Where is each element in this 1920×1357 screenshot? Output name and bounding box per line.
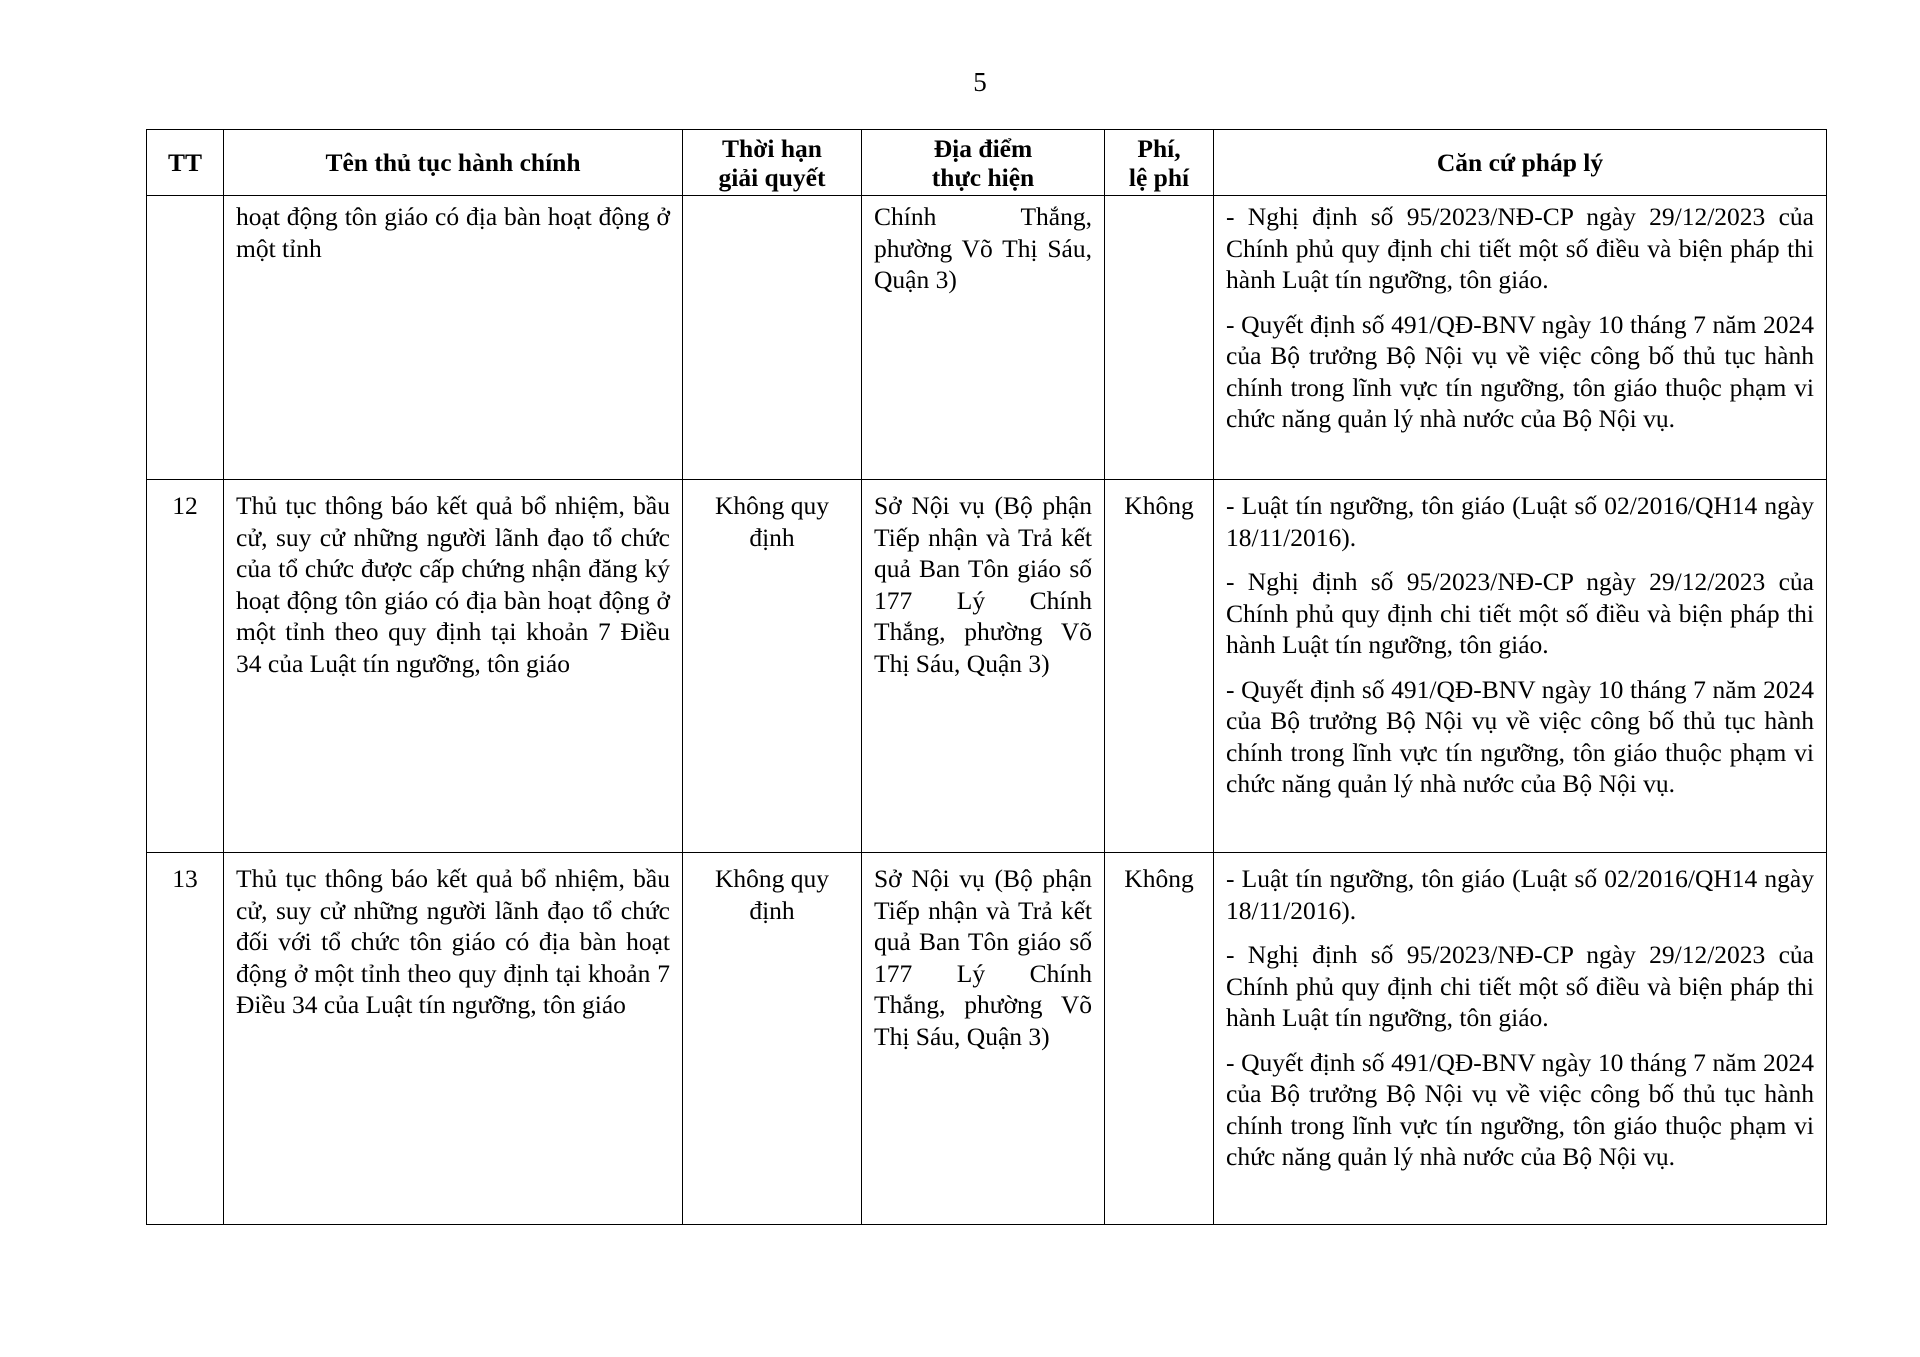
legal-item: - Quyết định số 491/QĐ-BNV ngày 10 tháng 7 năm 2024 của Bộ trưởng Bộ Nội vụ về việc công bố thủ tục hành chính trong lĩnh vực tín ngưỡng, tôn giáo thuộc phạm vi chức năng quản lý nhà nước của Bộ Nội vụ. xyxy=(1226,309,1814,433)
legal-item: - Luật tín ngưỡng, tôn giáo (Luật số 02/2016/QH14 ngày 18/11/2016). xyxy=(1226,864,1814,925)
cell-tt: 12 xyxy=(147,480,224,853)
cell-location: Chính Thắng, phường Võ Thị Sáu, Quận 3) xyxy=(862,196,1105,480)
table-row xyxy=(147,480,1827,853)
cell-fee: Không xyxy=(1105,480,1214,853)
table-row xyxy=(147,196,1827,480)
cell-processing-time: Không quy định xyxy=(683,853,862,1225)
header-processing-time xyxy=(683,130,862,196)
cell-location: Sở Nội vụ (Bộ phận Tiếp nhận và Trả kết quả Ban Tôn giáo số 177 Lý Chính Thắng, phường Võ Thị Sáu, Quận 3) xyxy=(862,480,1105,853)
legal-item: - Quyết định số 491/QĐ-BNV ngày 10 tháng 7 năm 2024 của Bộ trưởng Bộ Nội vụ về việc công bố thủ tục hành chính trong lĩnh vực tín ngưỡng, tôn giáo thuộc phạm vi chức năng quản lý nhà nước của Bộ Nội vụ. xyxy=(1226,1047,1814,1171)
legal-item: - Quyết định số 491/QĐ-BNV ngày 10 tháng 7 năm 2024 của Bộ trưởng Bộ Nội vụ về việc công bố thủ tục hành chính trong lĩnh vực tín ngưỡng, tôn giáo thuộc phạm vi chức năng quản lý nhà nước của Bộ Nội vụ. xyxy=(1226,674,1814,798)
cell-procedure-name: Thủ tục thông báo kết quả bổ nhiệm, bầu cử, suy cử những người lãnh đạo tổ chức đối với tổ chức tôn giáo có địa bàn hoạt động ở một tỉnh theo quy định tại khoản 7 Điều 34 của Luật tín ngưỡng, tôn giáo xyxy=(224,853,683,1225)
cell-tt xyxy=(147,196,224,480)
cell-location: Sở Nội vụ (Bộ phận Tiếp nhận và Trả kết quả Ban Tôn giáo số 177 Lý Chính Thắng, phường Võ Thị Sáu, Quận 3) xyxy=(862,853,1105,1225)
cell-processing-time: Không quy định xyxy=(683,480,862,853)
cell-legal-basis xyxy=(1214,480,1827,853)
header-fee-line1: Phí, xyxy=(1137,133,1181,163)
header-procedure-name: Tên thủ tục hành chính xyxy=(224,130,683,196)
cell-procedure-name: hoạt động tôn giáo có địa bàn hoạt động ở một tỉnh xyxy=(224,196,683,480)
procedures-table xyxy=(146,129,1827,1225)
legal-item: - Luật tín ngưỡng, tôn giáo (Luật số 02/2016/QH14 ngày 18/11/2016). xyxy=(1226,491,1814,552)
cell-legal-basis xyxy=(1214,196,1827,480)
header-fee-line2: lệ phí xyxy=(1128,162,1190,192)
cell-fee: Không xyxy=(1105,853,1214,1225)
header-location-line1: Địa điểm xyxy=(933,133,1033,163)
header-location-line2: thực hiện xyxy=(931,162,1035,192)
table-row xyxy=(147,853,1827,1225)
table-body xyxy=(147,196,1827,1225)
cell-processing-time xyxy=(683,196,862,480)
header-location xyxy=(862,130,1105,196)
page-number: 5 xyxy=(973,67,987,97)
header-tt: TT xyxy=(147,130,224,196)
cell-procedure-name: Thủ tục thông báo kết quả bổ nhiệm, bầu cử, suy cử những người lãnh đạo tổ chức của tổ chức được cấp chứng nhận đăng ký hoạt động tôn giáo có địa bàn hoạt động ở một tỉnh theo quy định tại khoản 7 Điều 34 của Luật tín ngưỡng, tôn giáo xyxy=(224,480,683,853)
cell-tt: 13 xyxy=(147,853,224,1225)
header-legal-basis: Căn cứ pháp lý xyxy=(1214,130,1827,196)
cell-fee xyxy=(1105,196,1214,480)
legal-item: - Nghị định số 95/2023/NĐ-CP ngày 29/12/2023 của Chính phủ quy định chi tiết một số điều và biện pháp thi hành Luật tín ngưỡng, tôn giáo. xyxy=(1226,202,1814,294)
legal-item: - Nghị định số 95/2023/NĐ-CP ngày 29/12/2023 của Chính phủ quy định chi tiết một số điều và biện pháp thi hành Luật tín ngưỡng, tôn giáo. xyxy=(1226,940,1814,1032)
header-row xyxy=(147,130,1827,196)
legal-item: - Nghị định số 95/2023/NĐ-CP ngày 29/12/2023 của Chính phủ quy định chi tiết một số điều và biện pháp thi hành Luật tín ngưỡng, tôn giáo. xyxy=(1226,567,1814,659)
header-processing-time-line1: Thời hạn xyxy=(722,133,822,163)
header-fee xyxy=(1105,130,1214,196)
table-header xyxy=(147,130,1827,196)
cell-legal-basis xyxy=(1214,853,1827,1225)
header-processing-time-line2: giải quyết xyxy=(718,162,826,192)
